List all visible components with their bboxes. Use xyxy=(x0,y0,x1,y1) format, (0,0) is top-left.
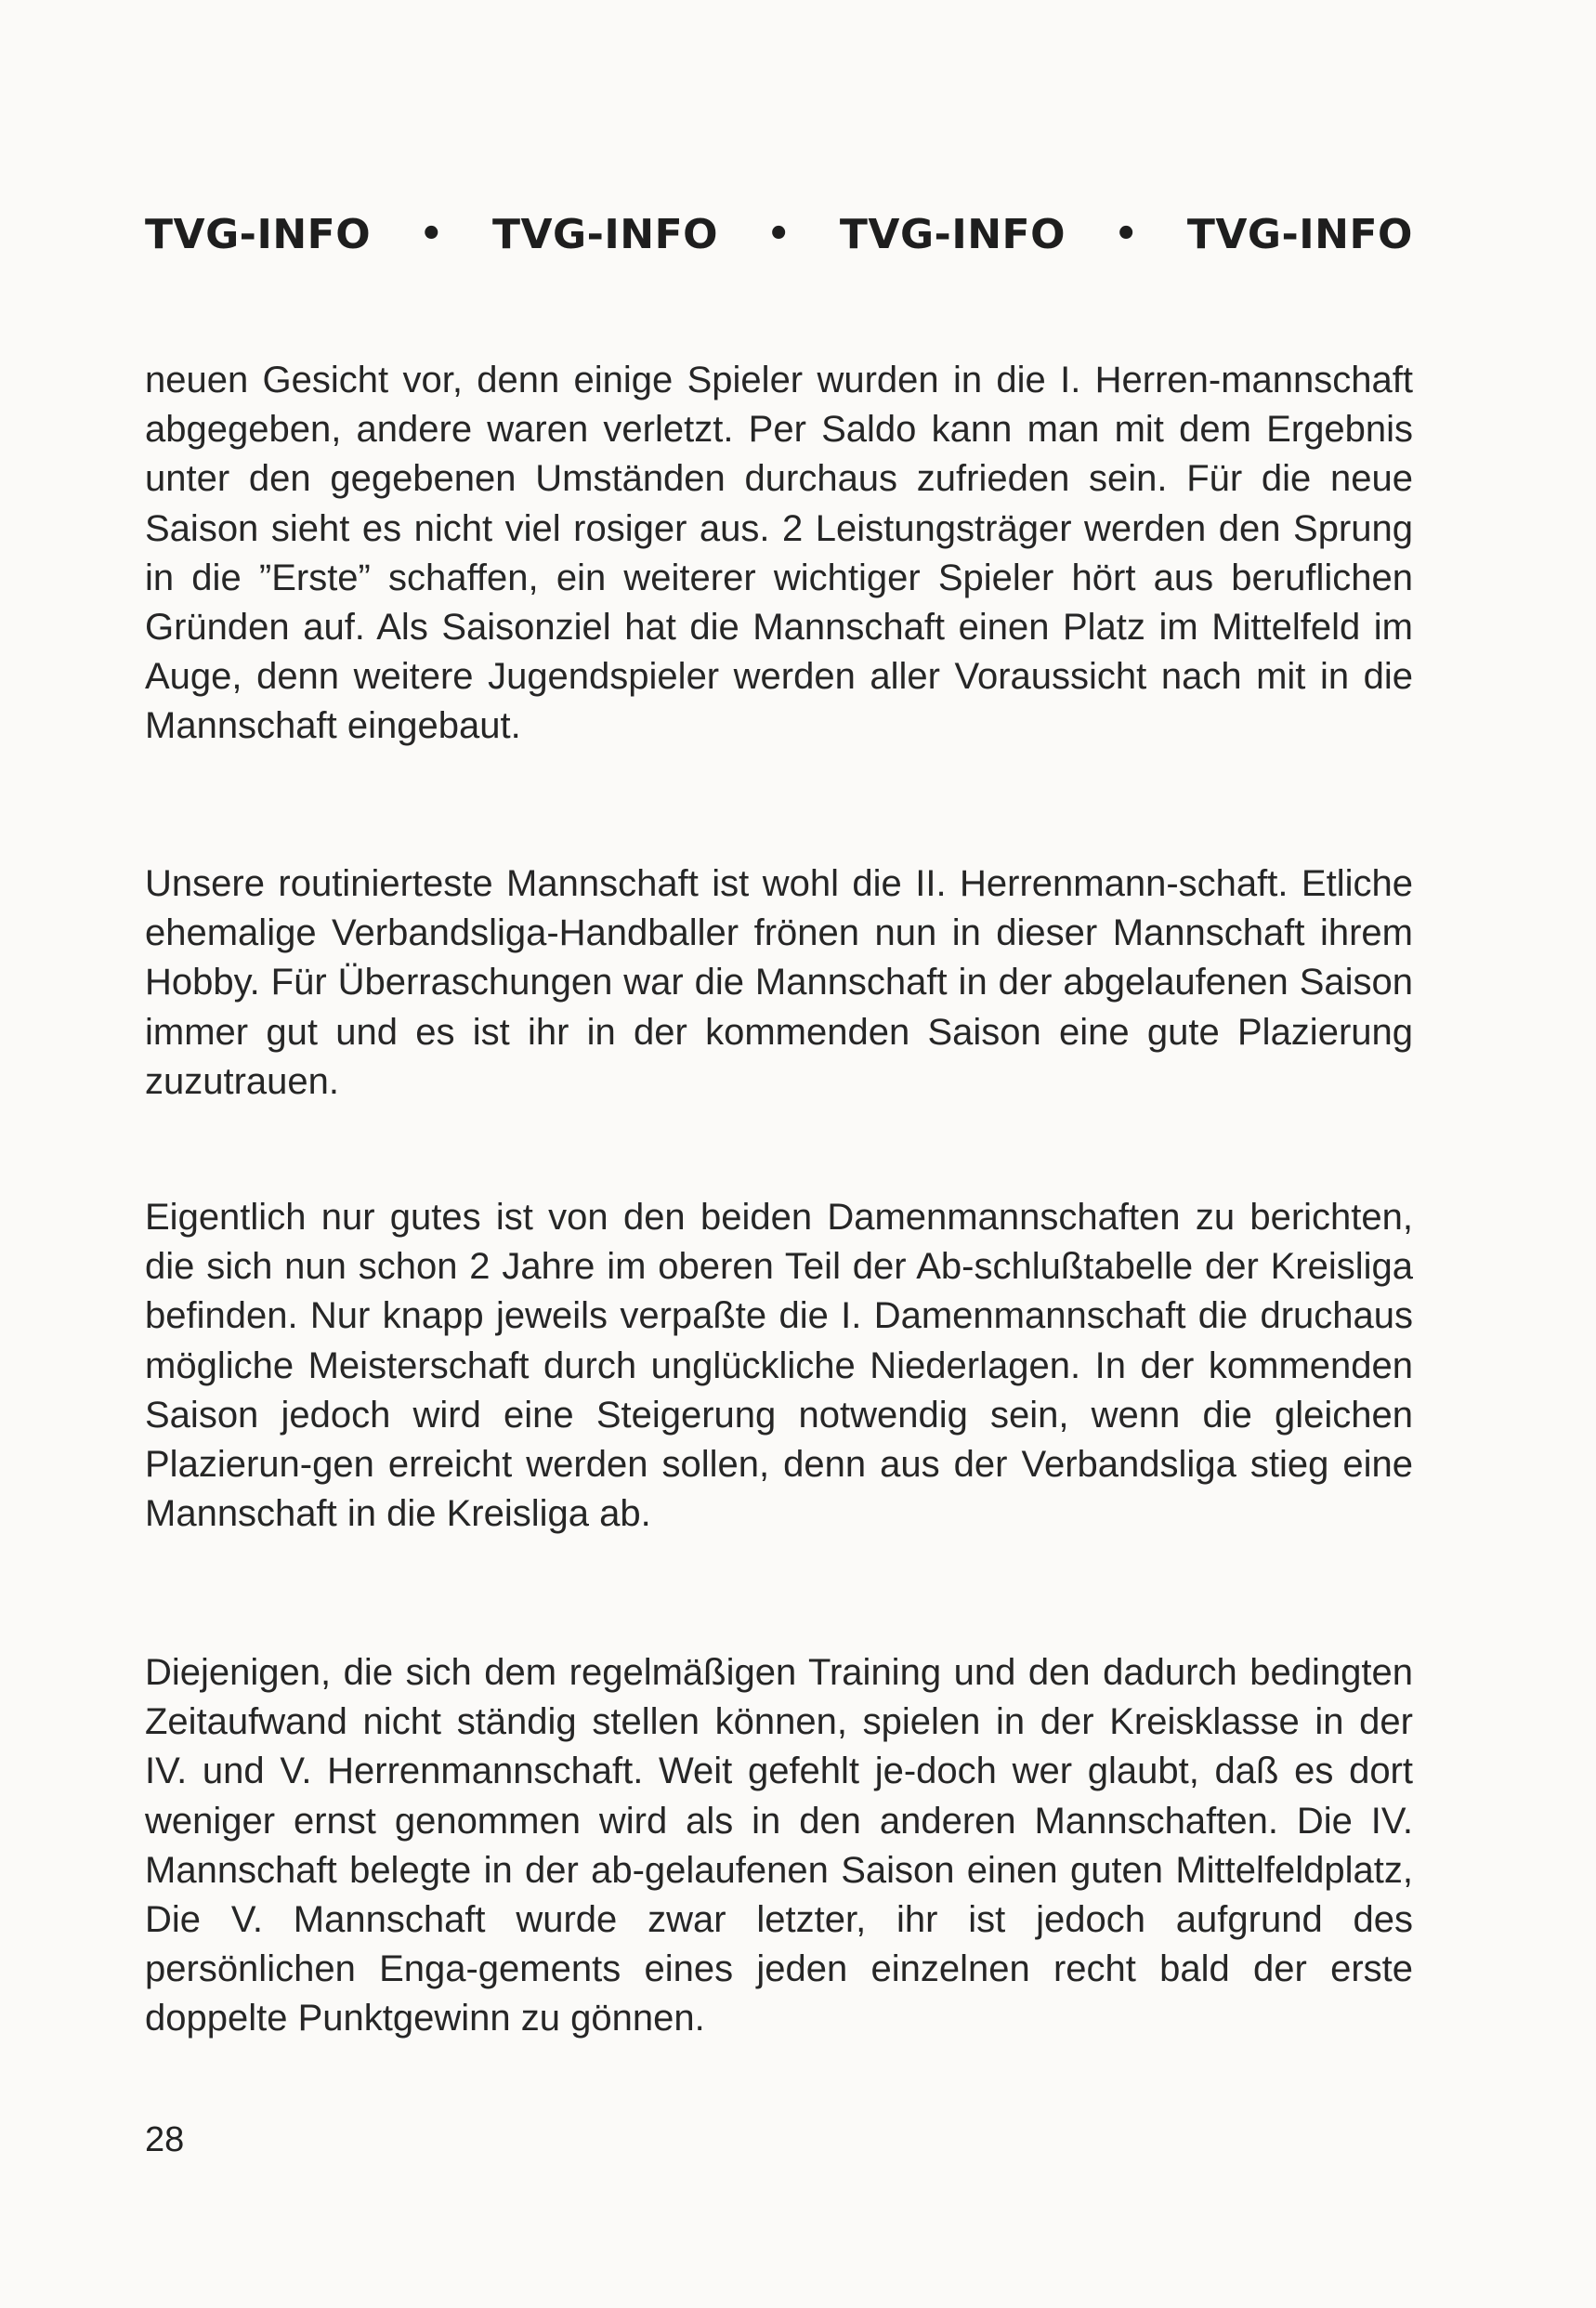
running-header xyxy=(145,206,1413,262)
header-separator: • xyxy=(766,213,791,256)
header-label: TVG-INFO xyxy=(839,210,1066,258)
body-paragraph: Eigentlich nur gutes ist von den beiden Damenmannschaften zu berichten, die sich nun schon 2 Jahre im oberen Teil der Ab-schlußtabelle der Kreisliga befinden. Nur knapp jeweils verpaßte die I. Damenmannschaft die druchaus mögliche Meisterschaft durch unglückliche Niederlagen. In der kommenden Saison jedoch wird eine Steigerung notwendig sein, wenn die gleichen Plazierun-gen erreicht werden sollen, denn aus der Verbandsliga stieg eine Mannschaft in die Kreisliga ab. xyxy=(145,1197,1413,1535)
page-number: 28 xyxy=(145,2120,185,2159)
body-paragraph: Diejenigen, die sich dem regelmäßigen Training und den dadurch bedingten Zeitaufwand nicht ständig stellen können, spielen in der Kreisklasse in der IV. und V. Herrenmannschaft. Weit gefehlt je-doch wer glaubt, daß es dort weniger ernst genommen wird als in den anderen Mannschaften. Die IV. Mannschaft belegte in der ab-gelaufenen Saison einen guten Mittelfeldplatz, Die V. Mannschaft wurde zwar letzter, ihr ist jedoch aufgrund des persönlichen Enga-gements eines jeden einzelnen recht bald der erste doppelte Punktgewinn zu gönnen. xyxy=(145,1652,1413,2039)
header-label: TVG-INFO xyxy=(145,210,372,258)
header-separator: • xyxy=(1114,213,1139,256)
header-separator: • xyxy=(419,213,444,256)
body-paragraph: Unsere routinierteste Mannschaft ist wohl die II. Herrenmann-schaft. Etliche ehemalige Verbandsliga-Handballer frönen nun in dieser Mannschaft ihrem Hobby. Für Überraschungen war die Mannschaft in der abgelaufenen Saison immer gut und es ist ihr in der kommenden Saison eine gute Plazierung zuzutrauen. xyxy=(145,863,1413,1102)
header-label: TVG-INFO xyxy=(491,210,719,258)
body-paragraph: neuen Gesicht vor, denn einige Spieler wurden in die I. Herren-mannschaft abgegeben, andere waren verletzt. Per Saldo kann man mit dem Ergebnis unter den gegebenen Umständen durchaus zufrieden sein. Für die neue Saison sieht es nicht viel rosiger aus. 2 Leistungsträger werden den Sprung in die ”Erste” schaffen, ein weiterer wichtiger Spieler hört aus beruflichen Gründen auf. Als Saisonziel hat die Mannschaft einen Platz im Mittelfeld im Auge, denn weitere Jugendspieler werden aller Voraussicht nach mit in die Mannschaft eingebaut. xyxy=(145,360,1413,747)
header-label: TVG-INFO xyxy=(1186,210,1413,258)
